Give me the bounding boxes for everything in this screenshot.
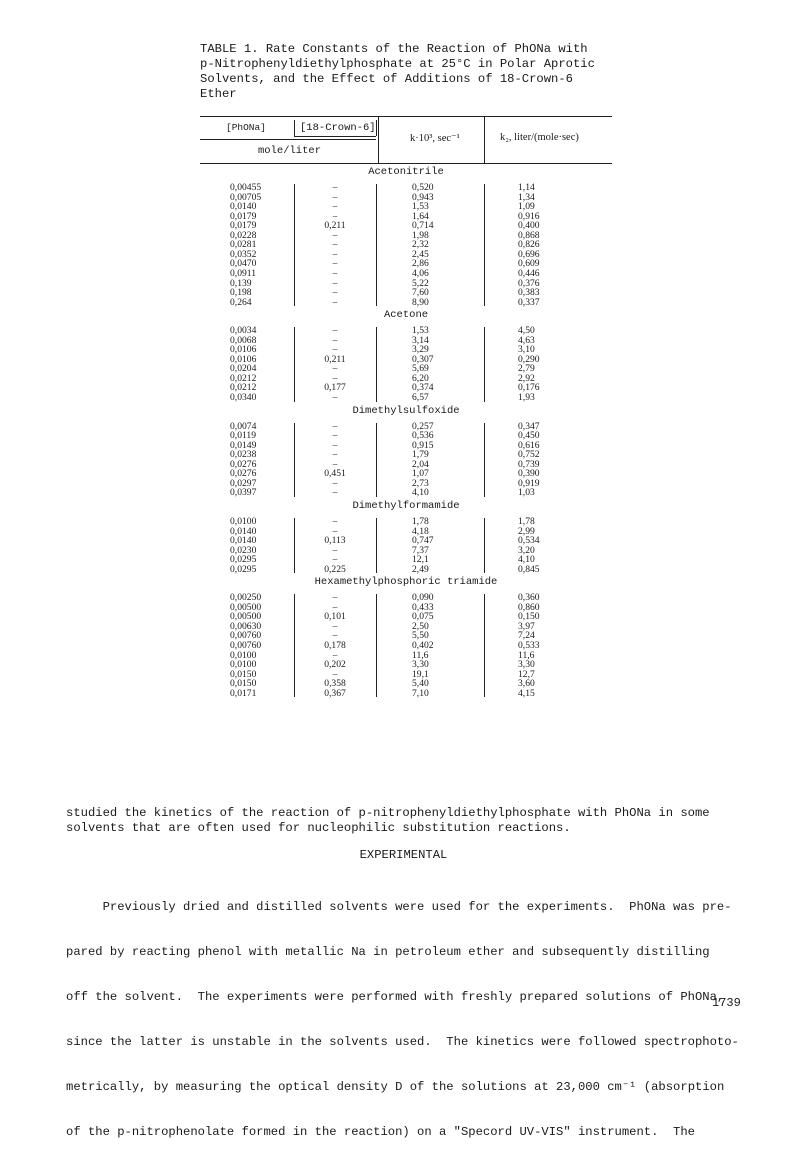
header-phona: [PhONa] [226, 122, 266, 133]
cell-phona: 0,139 [230, 277, 252, 289]
cell-crown: 0,202 [324, 659, 346, 671]
solvent-section-title: Dimethylformamide [352, 499, 460, 512]
table-row [200, 460, 612, 470]
cell-crown: – [332, 239, 338, 251]
cell-phona: 0,0179 [230, 220, 257, 232]
cell-k: 5,40 [412, 678, 429, 690]
cell-crown: 0,177 [324, 382, 346, 394]
cell-k2: 0,290 [518, 353, 540, 365]
cell-crown: – [332, 449, 338, 461]
cell-k2: 12,7 [518, 668, 535, 680]
cell-phona: 0,0068 [230, 334, 257, 346]
cell-k2: 0,446 [518, 267, 540, 279]
table-row [200, 679, 612, 689]
header-crown: [18-Crown-6] [300, 122, 376, 134]
table-row [200, 527, 612, 537]
table-row [200, 422, 612, 432]
cell-phona: 0,0140 [230, 535, 257, 547]
cell-k2: 1,34 [518, 191, 535, 203]
cell-k2: 4,63 [518, 334, 535, 346]
cell-phona: 0,0074 [230, 420, 257, 432]
table-row [200, 364, 612, 374]
cell-k2: 2,99 [518, 525, 535, 537]
cell-crown: 0,211 [324, 353, 346, 365]
cell-phona: 0,0212 [230, 372, 257, 384]
table-row [200, 612, 612, 622]
cell-k2: 4,50 [518, 325, 535, 337]
cell-crown: – [332, 344, 338, 356]
cell-crown: – [332, 191, 338, 203]
cell-k2: 0,347 [518, 420, 540, 432]
table-row [200, 288, 612, 298]
table-row [200, 269, 612, 279]
cell-k: 2,50 [412, 620, 429, 632]
cell-k: 4,10 [412, 487, 429, 499]
cell-k: 0,433 [412, 601, 434, 613]
cell-crown: 0,178 [324, 640, 346, 651]
cell-k: 2,86 [412, 258, 429, 270]
cell-crown: – [332, 267, 338, 279]
table-row [200, 546, 612, 556]
cell-crown: – [332, 210, 338, 222]
table-row [200, 536, 612, 546]
solvent-section-title: Hexamethylphosphoric triamide [314, 576, 498, 589]
cell-k: 7,10 [412, 687, 429, 699]
cell-crown: – [332, 592, 338, 604]
cell-crown: – [332, 477, 338, 489]
solvent-section-title: Acetonitrile [368, 166, 444, 178]
cell-crown: – [332, 296, 338, 308]
cell-k: 1,79 [412, 449, 429, 461]
cell-k: 1,98 [412, 229, 429, 241]
text-line: metrically, by measuring the optical density D of the solutions at 23,000 cm⁻¹ (absorption [66, 1080, 725, 1094]
cell-k: 2,73 [412, 477, 429, 489]
text-line: of the p-nitrophenolate formed in the reaction) on a "Specord UV-VIS" instrument. The [66, 1125, 695, 1139]
solvent-section-title: Dimethylsulfoxide [352, 404, 460, 417]
cell-k2: 1,93 [518, 392, 535, 403]
cell-phona: 0,00500 [230, 611, 262, 623]
table-row [200, 651, 612, 661]
cell-crown: – [332, 372, 338, 384]
header-units: mole/liter [258, 145, 322, 157]
table-row [200, 374, 612, 384]
cell-k2: 0,616 [518, 439, 540, 451]
table-row [200, 603, 612, 613]
intro-paragraph [66, 806, 756, 836]
solvent-section-title: Acetone [383, 309, 429, 322]
header-divider [378, 116, 379, 163]
column-rule [294, 594, 295, 697]
cell-k2: 3,97 [518, 620, 535, 632]
table-top-rule [200, 116, 612, 117]
cell-phona: 0,0150 [230, 668, 257, 680]
cell-k2: 3,30 [518, 659, 535, 671]
cell-k: 1,53 [412, 201, 429, 213]
cell-crown: 0,451 [324, 468, 346, 480]
cell-k2: 3,10 [518, 344, 535, 356]
cell-crown: – [332, 544, 338, 556]
cell-k: 5,50 [412, 630, 429, 642]
table-row [200, 689, 612, 699]
cell-k: 0,090 [412, 592, 434, 604]
crown-header-underline [294, 136, 376, 137]
cell-k2: 0,400 [518, 220, 540, 232]
header-group-rule [200, 139, 376, 140]
experimental-paragraph [66, 870, 756, 1155]
column-rule [484, 594, 485, 697]
column-rule [376, 327, 377, 401]
text-line: studied the kinetics of the reaction of p-nitrophenyldiethylphosphate with PhONa in some [66, 806, 710, 820]
cell-k: 1,64 [412, 210, 429, 222]
cell-k: 8,90 [412, 296, 429, 308]
cell-k2: 0,916 [518, 210, 540, 222]
column-rule [484, 518, 485, 573]
cell-crown: – [332, 325, 338, 337]
cell-phona: 0,0352 [230, 248, 257, 260]
table-caption [200, 42, 620, 102]
cell-k2: 0,390 [518, 468, 540, 480]
cell-k2: 4,10 [518, 554, 535, 566]
table-row [200, 565, 612, 575]
cell-k2: 0,696 [518, 248, 540, 260]
cell-k: 0,747 [412, 535, 434, 547]
cell-crown: – [332, 601, 338, 613]
cell-k2: 0,845 [518, 563, 540, 575]
cell-phona: 0,00760 [230, 640, 262, 651]
cell-phona: 0,0119 [230, 430, 257, 442]
column-rule [484, 423, 485, 497]
cell-crown: – [332, 668, 338, 680]
cell-k: 0,536 [412, 430, 434, 442]
cell-phona: 0,0106 [230, 344, 257, 356]
cell-phona: 0,0140 [230, 201, 257, 213]
cell-k2: 0,150 [518, 611, 540, 623]
cell-phona: 0,0212 [230, 382, 257, 394]
cell-crown: 0,358 [324, 678, 346, 690]
column-rule [376, 518, 377, 573]
cell-crown: 0,211 [324, 220, 346, 232]
cell-crown: – [332, 334, 338, 346]
cell-crown: – [332, 515, 338, 527]
cell-k: 4,18 [412, 525, 429, 537]
table-row [200, 193, 612, 203]
header-divider [294, 120, 295, 136]
cell-crown: – [332, 229, 338, 241]
cell-crown: – [332, 630, 338, 642]
cell-phona: 0,0100 [230, 515, 257, 527]
table-row [200, 517, 612, 527]
cell-k: 0,943 [412, 191, 434, 203]
cell-k2: 1,09 [518, 201, 535, 213]
cell-k2: 7,24 [518, 630, 535, 642]
table-row [200, 622, 612, 632]
cell-phona: 0,0228 [230, 229, 257, 241]
cell-crown: – [332, 201, 338, 213]
cell-phona: 0,0276 [230, 458, 257, 470]
column-rule [294, 184, 295, 306]
cell-k2: 1,03 [518, 487, 535, 499]
cell-k: 2,32 [412, 239, 429, 251]
cell-k: 1,07 [412, 468, 429, 480]
cell-k: 12,1 [412, 554, 429, 566]
cell-phona: 0,0149 [230, 439, 257, 451]
cell-crown: – [332, 620, 338, 632]
cell-crown: – [332, 458, 338, 470]
cell-k: 7,60 [412, 287, 429, 299]
cell-crown: – [332, 287, 338, 299]
caption-line: Solvents, and the Effect of Additions of 18-Crown-6 [200, 72, 573, 86]
text-line: solvents that are often used for nucleophilic substitution reactions. [66, 821, 571, 835]
cell-k: 3,14 [412, 334, 429, 346]
cell-k: 0,374 [412, 382, 434, 394]
table-row [200, 488, 612, 498]
cell-k: 5,69 [412, 363, 429, 375]
cell-k: 7,37 [412, 544, 429, 556]
table-row [200, 231, 612, 241]
cell-phona: 0,0100 [230, 649, 257, 661]
table-row [200, 441, 612, 451]
cell-crown: – [332, 525, 338, 537]
table-row [200, 431, 612, 441]
cell-phona: 0,0204 [230, 363, 257, 375]
caption-line: TABLE 1. Rate Constants of the Reaction of PhONa with [200, 42, 588, 56]
column-rule [484, 184, 485, 306]
cell-k2: 2,79 [518, 363, 535, 375]
cell-k: 3,30 [412, 659, 429, 671]
cell-k: 2,04 [412, 458, 429, 470]
cell-crown: – [332, 258, 338, 270]
cell-crown: – [332, 248, 338, 260]
cell-k2: 0,360 [518, 592, 540, 604]
cell-phona: 0,0911 [230, 267, 257, 279]
table-row [200, 279, 612, 289]
table-row [200, 212, 612, 222]
cell-crown: – [332, 363, 338, 375]
column-rule [294, 518, 295, 573]
cell-phona: 0,0340 [230, 392, 257, 403]
cell-phona: 0,0179 [230, 210, 257, 222]
cell-k2: 0,176 [518, 382, 540, 394]
cell-crown: – [332, 420, 338, 432]
cell-k2: 0,534 [518, 535, 540, 547]
cell-k: 6,57 [412, 392, 429, 403]
text-line: off the solvent. The experiments were performed with freshly prepared solutions of PhONa, [66, 990, 725, 1004]
header-k2: k₂, liter/(mole·sec) [500, 132, 579, 143]
cell-k2: 0,739 [518, 458, 540, 470]
cell-k2: 0,868 [518, 229, 540, 241]
cell-crown: – [332, 487, 338, 499]
cell-crown: 0,367 [324, 687, 346, 699]
header-divider [376, 120, 377, 136]
cell-k2: 3,20 [518, 544, 535, 556]
cell-phona: 0,0140 [230, 525, 257, 537]
column-rule [376, 184, 377, 306]
table-row [200, 670, 612, 680]
table-row [200, 259, 612, 269]
table-row [200, 221, 612, 231]
table-row [200, 479, 612, 489]
rate-constants-table [200, 116, 612, 700]
table-row [200, 660, 612, 670]
cell-phona: 0,0281 [230, 239, 257, 251]
cell-k2: 0,752 [518, 449, 540, 461]
table-row [200, 183, 612, 193]
cell-phona: 0,0106 [230, 353, 257, 365]
cell-phona: 0,00630 [230, 620, 262, 632]
table-row [200, 631, 612, 641]
table-row [200, 326, 612, 336]
cell-k: 0,402 [412, 640, 434, 651]
table-row [200, 250, 612, 260]
cell-phona: 0,0397 [230, 487, 257, 499]
cell-phona: 0,00250 [230, 592, 262, 604]
cell-crown: – [332, 392, 338, 403]
table-row [200, 202, 612, 212]
cell-phona: 0,0297 [230, 477, 257, 489]
cell-k: 0,307 [412, 353, 434, 365]
table-row [200, 355, 612, 365]
cell-phona: 0,0238 [230, 449, 257, 461]
cell-k2: 0,450 [518, 430, 540, 442]
header-bottom-rule [200, 163, 612, 164]
cell-phona: 0,0230 [230, 544, 257, 556]
caption-line: p-Nitrophenyldiethylphosphate at 25°C in Polar Aprotic [200, 57, 595, 71]
cell-k2: 11,6 [518, 649, 535, 661]
cell-k: 3,29 [412, 344, 429, 356]
cell-k: 0,257 [412, 420, 434, 432]
column-rule [484, 327, 485, 401]
cell-phona: 0,00760 [230, 630, 262, 642]
cell-k: 1,53 [412, 325, 429, 337]
cell-k2: 0,337 [518, 296, 540, 308]
table-row [200, 641, 612, 651]
cell-k2: 0,383 [518, 287, 540, 299]
text-line: Previously dried and distilled solvents were used for the experiments. PhONa was pre- [66, 900, 732, 914]
text-line: pared by reacting phenol with metallic Na in petroleum ether and subsequently distilling [66, 945, 710, 959]
cell-phona: 0,0034 [230, 325, 257, 337]
header-k: k·10³, sec⁻¹ [410, 133, 460, 144]
column-rule [376, 423, 377, 497]
header-divider [484, 116, 485, 163]
cell-k: 11,6 [412, 649, 429, 661]
cell-crown: 0,101 [324, 611, 346, 623]
cell-crown: – [332, 430, 338, 442]
cell-phona: 0,0470 [230, 258, 257, 270]
cell-k: 0,520 [412, 182, 434, 193]
cell-crown: – [332, 649, 338, 661]
cell-k: 2,49 [412, 563, 429, 575]
cell-crown: – [332, 439, 338, 451]
cell-k2: 0,376 [518, 277, 540, 289]
cell-k2: 2,92 [518, 372, 535, 384]
cell-k: 19,1 [412, 668, 429, 680]
cell-phona: 0,0171 [230, 687, 257, 699]
cell-k: 2,45 [412, 248, 429, 260]
cell-k2: 0,609 [518, 258, 540, 270]
cell-crown: – [332, 277, 338, 289]
cell-k2: 4,15 [518, 687, 535, 699]
table-row [200, 555, 612, 565]
cell-k: 0,075 [412, 611, 434, 623]
cell-crown: 0,113 [324, 535, 346, 547]
cell-phona: 0,0276 [230, 468, 257, 480]
cell-phona: 0,0100 [230, 659, 257, 671]
column-rule [376, 594, 377, 697]
cell-crown: – [332, 182, 338, 193]
page-number: 1739 [712, 996, 741, 1010]
section-heading: EXPERIMENTAL [359, 848, 448, 862]
cell-k2: 0,860 [518, 601, 540, 613]
cell-phona: 0,00500 [230, 601, 262, 613]
table-row [200, 450, 612, 460]
table-row [200, 240, 612, 250]
cell-phona: 0,198 [230, 287, 252, 299]
cell-phona: 0,264 [230, 296, 252, 308]
table-row [200, 469, 612, 479]
text-line: since the latter is unstable in the solvents used. The kinetics were followed spectrophoto- [66, 1035, 739, 1049]
cell-crown: 0,225 [324, 563, 346, 575]
table-row [200, 393, 612, 403]
caption-line: Ether [200, 87, 237, 101]
cell-phona: 0,0150 [230, 678, 257, 690]
cell-k2: 1,78 [518, 515, 535, 527]
cell-k: 0,915 [412, 439, 434, 451]
cell-k2: 0,533 [518, 640, 540, 651]
cell-k2: 0,826 [518, 239, 540, 251]
column-rule [294, 423, 295, 497]
table-row [200, 593, 612, 603]
table-row [200, 345, 612, 355]
cell-k: 1,78 [412, 515, 429, 527]
cell-k: 6,20 [412, 372, 429, 384]
cell-phona: 0,00455 [230, 182, 262, 193]
cell-crown: – [332, 554, 338, 566]
cell-k2: 1,14 [518, 182, 535, 193]
cell-phona: 0,0295 [230, 563, 257, 575]
cell-k: 5,22 [412, 277, 429, 289]
table-row [200, 383, 612, 393]
cell-k: 0,714 [412, 220, 434, 232]
table-row [200, 298, 612, 308]
cell-k: 4,06 [412, 267, 429, 279]
column-rule [294, 327, 295, 401]
cell-k2: 3,60 [518, 678, 535, 690]
cell-phona: 0,0295 [230, 554, 257, 566]
cell-k2: 0,919 [518, 477, 540, 489]
cell-phona: 0,00705 [230, 191, 262, 203]
table-row [200, 336, 612, 346]
